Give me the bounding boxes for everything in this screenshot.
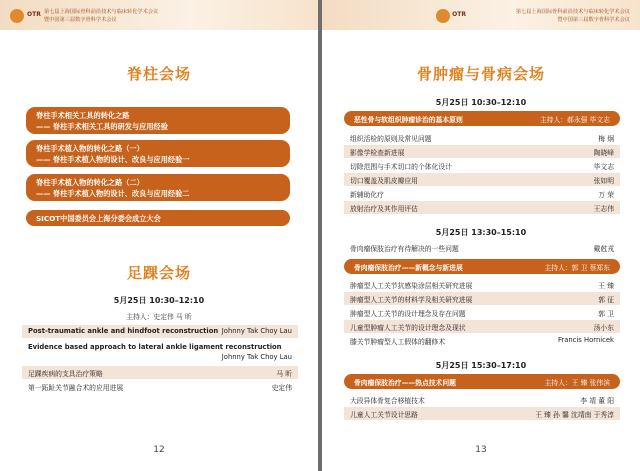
header-org: OTR <box>452 11 466 18</box>
talk-speaker: 万 荣 <box>598 191 614 199</box>
talk-title: 肿瘤型人工关节的材料学及相关研究进展 <box>350 296 473 304</box>
talk-speaker: 陶晓峰 <box>593 149 614 157</box>
intro-talk-row <box>344 241 620 254</box>
talk-title: 膝关节肿瘤型人工假体的翻修术 <box>350 338 446 346</box>
left-header <box>0 0 318 30</box>
spine-session-2 <box>26 140 290 167</box>
talk-speaker: 王 臻 <box>598 282 614 290</box>
talk-title: 肿瘤型人工关节抗感染涂层相关研究进展 <box>350 282 473 290</box>
talk-title: 组织活检的原则及常见问题 <box>350 135 432 143</box>
talk-title: 第一跖趾关节融合术的应用进展 <box>28 384 124 392</box>
talk-row <box>344 320 620 333</box>
talk-title: 儿童人工关节设计思路 <box>350 411 418 419</box>
talk-title: 放射治疗及其作用评估 <box>350 205 418 213</box>
foot-talk-row <box>22 380 298 393</box>
otr-logo-icon <box>436 9 450 23</box>
otr-logo-icon <box>10 9 24 23</box>
foot-session-host: 主持人：史定伟 马 昕 <box>126 313 192 321</box>
talk-title: 足踝疾病的支具治疗策略 <box>28 370 103 378</box>
tumor-venue-title: 骨肿瘤与骨病会场 <box>416 65 545 83</box>
talk-row <box>344 145 620 158</box>
talk-row <box>344 159 620 172</box>
talk-speaker: 汤小东 <box>593 324 614 332</box>
talk-speaker: 郭 征 <box>598 296 614 304</box>
block3-session-bar <box>344 374 620 389</box>
header-line-2: 暨中国第三届数字骨科学术会议 <box>557 17 630 23</box>
talk-title: 影像学检查新进展 <box>350 149 405 157</box>
session-line-1: 脊柱手术植入物的转化之路（二） <box>36 178 144 187</box>
talk-speaker: Francis Hornicek <box>557 336 614 344</box>
session-host: 主持人：王 臻 张伟滨 <box>544 379 610 387</box>
talk-speaker: 李 靖 董 阳 <box>580 397 614 405</box>
right-header <box>322 0 640 30</box>
foot-talk-row <box>22 366 298 379</box>
session-host: 主持人：郭 卫 蔡郑东 <box>544 264 610 272</box>
page-number-right: 13 <box>475 445 487 455</box>
talk-speaker: 戴尅戎 <box>593 245 614 253</box>
session-host: 主持人：郝永强 毕文志 <box>539 116 610 124</box>
block3-date: 5月25日 15:30–17:10 <box>435 361 527 370</box>
block2-session-bar <box>344 259 620 274</box>
talk-title: 切口覆盖及肌皮瓣应用 <box>350 177 418 185</box>
spine-session-4 <box>26 210 290 226</box>
talk-row <box>344 131 620 144</box>
talk-row <box>344 334 620 347</box>
talk-speaker: 王志伟 <box>593 205 614 213</box>
talk-row <box>344 306 620 319</box>
spine-session-1 <box>26 107 290 134</box>
talk-row <box>344 407 620 420</box>
session-title: 骨肉瘤保肢治疗——热点技术问题 <box>354 379 456 387</box>
talk-speaker: Johnny Tak Choy Lau <box>221 327 292 335</box>
talk-title: 切除范围与手术切口的个体化设计 <box>350 163 452 171</box>
header-line-2: 暨中国第三届数字骨科学术会议 <box>44 17 117 23</box>
session-line-2: —— 脊柱手术植入物的设计、改良与应用经验一 <box>36 155 190 164</box>
block1-session-bar <box>344 111 620 126</box>
talk-speaker: 梅 炯 <box>598 135 614 143</box>
talk-row <box>344 201 620 214</box>
header-line-1: 第七届上海国际骨科前沿技术与临床转化学术会议 <box>515 9 630 15</box>
page-number-left: 12 <box>153 445 165 455</box>
spine-session-3 <box>26 174 290 201</box>
foot-venue-title: 足踝会场 <box>126 264 191 282</box>
talk-speaker: Johnny Tak Choy Lau <box>221 353 292 361</box>
talk-row <box>344 292 620 305</box>
talk-speaker: 马 昕 <box>276 370 292 378</box>
session-line-1: SICOT中国委员会上海分委会成立大会 <box>36 214 161 223</box>
session-line-1: 脊柱手术相关工具的转化之路 <box>36 111 130 120</box>
left-page <box>0 0 318 471</box>
foot-session-date: 5月25日 10:30–12:10 <box>113 296 205 305</box>
talk-title: 大段异体骨复合移植技术 <box>350 397 425 405</box>
foot-talk-row <box>22 341 298 363</box>
header-org: OTR <box>27 11 41 18</box>
talk-speaker: 史定伟 <box>271 384 292 392</box>
block2-date: 5月25日 13:30–15:10 <box>435 228 527 237</box>
session-title: 恶性骨与软组织肿瘤诊治的基本原则 <box>354 116 463 124</box>
talk-title: Evidence based approach to lateral ankle ligament reconstruction <box>28 343 282 351</box>
talk-row <box>344 173 620 186</box>
block1-date: 5月25日 10:30–12:10 <box>435 98 527 107</box>
talk-row <box>344 187 620 200</box>
talk-title: Post-traumatic ankle and hindfoot reconstruction <box>28 327 219 335</box>
foot-talk-row <box>22 325 298 338</box>
talk-row <box>344 278 620 291</box>
talk-speaker: 毕文志 <box>593 163 614 171</box>
talk-speaker: 郭 卫 <box>598 310 614 318</box>
header-line-1: 第七届上海国际骨科前沿技术与临床转化学术会议 <box>44 9 159 15</box>
talk-speaker: 王 臻 孙 馨 沈靖南 于秀淳 <box>535 411 614 419</box>
session-title: 骨肉瘤保肢治疗——新概念与新进展 <box>354 264 463 272</box>
session-line-2: —— 脊柱手术植入物的设计、改良与应用经验二 <box>36 189 190 198</box>
session-line-1: 脊柱手术植入物的转化之路（一） <box>36 144 144 153</box>
right-page <box>322 0 640 471</box>
session-line-2: —— 脊柱手术相关工具的研发与应用经验 <box>36 122 168 131</box>
talk-title: 骨肉瘤保肢治疗有待解决的一些问题 <box>350 245 459 253</box>
spine-venue-title: 脊柱会场 <box>126 65 191 83</box>
talk-title: 肿瘤型人工关节的设计理念及存在问题 <box>350 310 466 318</box>
talk-title: 新辅助化疗 <box>350 191 384 199</box>
talk-speaker: 张如明 <box>593 177 614 185</box>
talk-title: 儿童型肿瘤人工关节的设计理念及现状 <box>350 324 466 332</box>
talk-row <box>344 393 620 406</box>
